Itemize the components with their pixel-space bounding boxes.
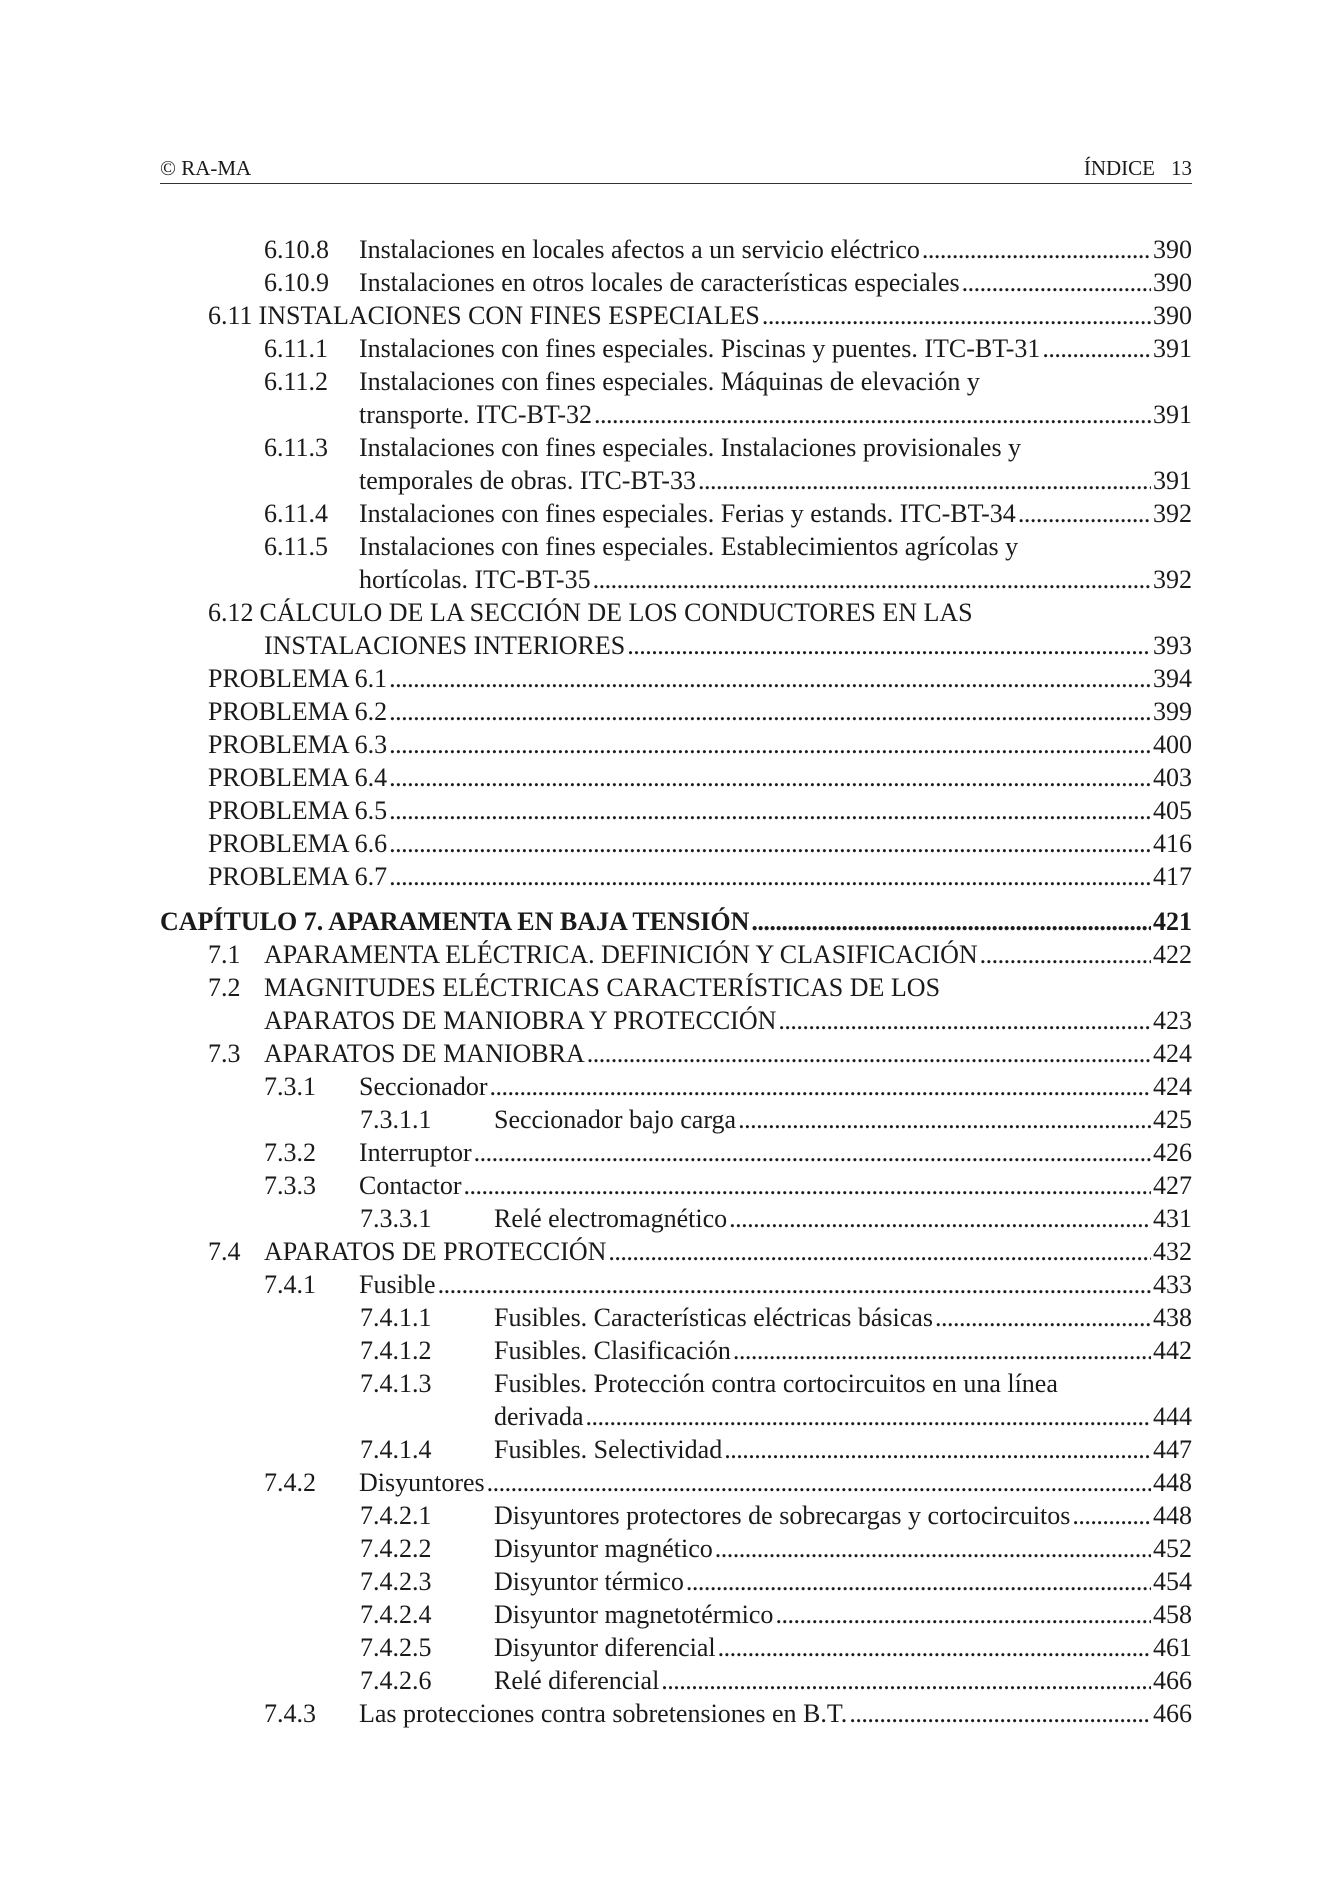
publisher-mark: © RA-MA — [160, 156, 252, 180]
entry-page-number: 466 — [1153, 1666, 1192, 1695]
entry-title: INSTALACIONES CON FINES ESPECIALES — [258, 301, 760, 330]
entry-number: 6.11.2 — [264, 367, 329, 396]
entry-page-number: 448 — [1153, 1501, 1192, 1530]
toc-entry[interactable] — [160, 761, 1192, 794]
entry-page-number: 431 — [1153, 1204, 1192, 1233]
dot-leader — [1072, 1499, 1151, 1532]
entry-number: 6.12 — [208, 598, 254, 627]
entry-title-line: Fusibles. Protección contra cortocircuitos en una línea — [494, 1369, 1058, 1398]
entry-page-number: 448 — [1153, 1468, 1192, 1497]
entry-title: Interruptor — [359, 1138, 472, 1167]
entry-page-number: 424 — [1153, 1072, 1192, 1101]
entry-title: Relé electromagnético — [494, 1204, 728, 1233]
entry-title: PROBLEMA 6.4 — [208, 763, 388, 792]
dot-leader — [594, 398, 1151, 431]
entry-number: 7.4.1.1 — [360, 1303, 432, 1332]
entry-number: 7.2 — [208, 973, 241, 1002]
entry-title: APARATOS DE MANIOBRA Y PROTECCIÓN — [264, 1006, 777, 1035]
entry-page-number: 432 — [1153, 1237, 1192, 1266]
toc-entry[interactable] — [160, 1235, 1192, 1268]
toc-entry[interactable] — [160, 1037, 1192, 1070]
header-section-label: ÍNDICE — [1083, 156, 1155, 180]
entry-title: Las protecciones contra sobretensiones en B.T. — [359, 1699, 848, 1728]
entry-page-number: 425 — [1153, 1105, 1192, 1134]
entry-page-number: 438 — [1153, 1303, 1192, 1332]
entry-title: APARAMENTA ELÉCTRICA. DEFINICIÓN Y CLASIFICACIÓN — [264, 940, 978, 969]
entry-page-number: 424 — [1153, 1039, 1192, 1068]
entry-number: 6.11 — [208, 301, 253, 330]
entry-title: Seccionador — [359, 1072, 488, 1101]
toc-entry[interactable] — [160, 365, 1192, 431]
toc-entry[interactable] — [160, 1532, 1192, 1565]
entry-page-number: 416 — [1153, 829, 1192, 858]
dot-leader — [608, 1235, 1151, 1268]
entry-title: Seccionador bajo carga — [494, 1105, 737, 1134]
entry-page-number: 400 — [1153, 730, 1192, 759]
entry-number: 7.3 — [208, 1039, 241, 1068]
entry-page-number: 390 — [1153, 268, 1192, 297]
entry-title: Instalaciones en locales afectos a un servicio eléctrico — [359, 235, 920, 264]
toc-entry[interactable] — [160, 1631, 1192, 1664]
entry-page-number: 452 — [1153, 1534, 1192, 1563]
dot-leader — [627, 629, 1151, 662]
dot-leader — [962, 266, 1151, 299]
entry-title: Disyuntor diferencial — [494, 1633, 716, 1662]
entry-title: Instalaciones en otros locales de características especiales — [359, 268, 960, 297]
entry-title: hortícolas. ITC-BT-35 — [359, 565, 591, 594]
dot-leader — [389, 827, 1151, 860]
toc-entry[interactable] — [160, 1202, 1192, 1235]
entry-number: 7.4 — [208, 1237, 241, 1266]
entry-number: 7.4.2.1 — [360, 1501, 432, 1530]
toc-entry[interactable] — [160, 1499, 1192, 1532]
entry-title-line: Instalaciones con fines especiales. Establecimientos agrícolas y — [359, 532, 1019, 561]
entry-number: 6.10.9 — [264, 268, 329, 297]
entry-page-number: 447 — [1153, 1435, 1192, 1464]
entry-title: PROBLEMA 6.3 — [208, 730, 388, 759]
toc-entry[interactable] — [160, 695, 1192, 728]
entry-number: 7.3.2 — [264, 1138, 316, 1167]
entry-title: Instalaciones con fines especiales. Piscinas y puentes. ITC-BT-31 — [359, 334, 1041, 363]
header-right — [1084, 153, 1192, 183]
entry-title: Fusibles. Selectividad — [494, 1435, 723, 1464]
page-number: 13 — [1171, 156, 1192, 180]
entry-page-number: 403 — [1153, 763, 1192, 792]
entry-title: PROBLEMA 6.1 — [208, 664, 388, 693]
entry-number: 7.4.2.2 — [360, 1534, 432, 1563]
toc-entry[interactable] — [160, 1070, 1192, 1103]
toc-entry[interactable] — [160, 1103, 1192, 1136]
entry-number: 7.4.1 — [264, 1270, 316, 1299]
toc-entry[interactable] — [160, 266, 1192, 299]
entry-title-line: CÁLCULO DE LA SECCIÓN DE LOS CONDUCTORES EN LAS — [259, 598, 973, 627]
entry-page-number: 444 — [1153, 1402, 1192, 1431]
toc-entry[interactable] — [160, 1367, 1192, 1433]
toc-entry[interactable] — [160, 530, 1192, 596]
entry-number: 7.4.2.3 — [360, 1567, 432, 1596]
dot-leader — [587, 1037, 1151, 1070]
entry-number: 7.4.1.3 — [360, 1369, 432, 1398]
entry-title-line: Instalaciones con fines especiales. Máquinas de elevación y — [359, 367, 980, 396]
toc-entry[interactable] — [160, 1664, 1192, 1697]
entry-page-number: 399 — [1153, 697, 1192, 726]
entry-number: 7.3.1.1 — [360, 1105, 432, 1134]
dot-leader — [729, 1202, 1151, 1235]
entry-number: 7.4.1.2 — [360, 1336, 432, 1365]
dot-leader — [762, 299, 1151, 332]
dot-leader — [751, 905, 1151, 938]
entry-title-line: MAGNITUDES ELÉCTRICAS CARACTERÍSTICAS DE LOS — [264, 973, 941, 1002]
dot-leader — [487, 1466, 1151, 1499]
entry-page-number: 392 — [1153, 499, 1192, 528]
dot-leader — [490, 1070, 1151, 1103]
toc-entry[interactable] — [160, 827, 1192, 860]
toc-entry[interactable] — [160, 1301, 1192, 1334]
entry-title: Disyuntor magnético — [494, 1534, 713, 1563]
entry-title: Fusibles. Características eléctricas básicas — [494, 1303, 933, 1332]
entry-number: 7.1 — [208, 940, 241, 969]
entry-page-number: 405 — [1153, 796, 1192, 825]
entry-title: Contactor — [359, 1171, 462, 1200]
toc-entry[interactable] — [160, 332, 1192, 365]
dot-leader — [438, 1268, 1151, 1301]
toc-entry[interactable] — [160, 1697, 1192, 1730]
entry-page-number: 433 — [1153, 1270, 1192, 1299]
entry-number: 7.4.2.5 — [360, 1633, 432, 1662]
entry-page-number: 423 — [1153, 1006, 1192, 1035]
dot-leader — [775, 1598, 1151, 1631]
entry-page-number: 461 — [1153, 1633, 1192, 1662]
dot-leader — [715, 1532, 1151, 1565]
entry-page-number: 393 — [1153, 631, 1192, 660]
entry-page-number: 391 — [1153, 466, 1192, 495]
toc-entry[interactable] — [160, 233, 1192, 266]
dot-leader — [1042, 332, 1151, 365]
entry-number: 7.4.2.6 — [360, 1666, 432, 1695]
dot-leader — [686, 1565, 1151, 1598]
entry-title: derivada — [494, 1402, 584, 1431]
dot-leader — [389, 761, 1151, 794]
dot-leader — [849, 1697, 1151, 1730]
entry-page-number: 394 — [1153, 664, 1192, 693]
entry-title: PROBLEMA 6.2 — [208, 697, 388, 726]
toc-entry[interactable] — [160, 1169, 1192, 1202]
dot-leader — [586, 1400, 1151, 1433]
entry-title: Disyuntores — [359, 1468, 485, 1497]
entry-page-number: 422 — [1153, 940, 1192, 969]
entry-title: transporte. ITC-BT-32 — [359, 400, 592, 429]
entry-title: temporales de obras. ITC-BT-33 — [359, 466, 696, 495]
toc-entry[interactable] — [160, 299, 1192, 332]
entry-number: 6.10.8 — [264, 235, 329, 264]
dot-leader — [718, 1631, 1151, 1664]
entry-title: PROBLEMA 6.5 — [208, 796, 388, 825]
dot-leader — [1018, 497, 1151, 530]
entry-number: 6.11.3 — [264, 433, 329, 462]
entry-number: 7.4.3 — [264, 1699, 316, 1728]
toc-entry[interactable] — [160, 431, 1192, 497]
dot-leader — [778, 1004, 1151, 1037]
toc-entry[interactable] — [160, 860, 1192, 893]
toc-entry[interactable] — [160, 905, 1192, 938]
dot-leader — [922, 233, 1151, 266]
entry-page-number: 466 — [1153, 1699, 1192, 1728]
entry-title: CAPÍTULO 7. APARAMENTA EN BAJA TENSIÓN — [160, 907, 750, 936]
dot-leader — [474, 1136, 1151, 1169]
entry-page-number: 454 — [1153, 1567, 1192, 1596]
dot-leader — [738, 1103, 1151, 1136]
dot-leader — [464, 1169, 1151, 1202]
toc-entry[interactable] — [160, 1433, 1192, 1466]
entry-page-number: 426 — [1153, 1138, 1192, 1167]
dot-leader — [661, 1664, 1151, 1697]
entry-title: APARATOS DE PROTECCIÓN — [264, 1237, 607, 1266]
entry-title: Fusible — [359, 1270, 436, 1299]
entry-number: 6.11.1 — [264, 334, 329, 363]
dot-leader — [389, 860, 1151, 893]
toc-entry[interactable] — [160, 1268, 1192, 1301]
toc-entry[interactable] — [160, 1565, 1192, 1598]
entry-title: Disyuntor térmico — [494, 1567, 684, 1596]
entry-page-number: 390 — [1153, 301, 1192, 330]
toc-entry[interactable] — [160, 596, 1192, 662]
entry-page-number: 391 — [1153, 400, 1192, 429]
toc-entry[interactable] — [160, 497, 1192, 530]
dot-leader — [935, 1301, 1151, 1334]
dot-leader — [733, 1334, 1151, 1367]
entry-number: 7.3.1 — [264, 1072, 316, 1101]
entry-page-number: 442 — [1153, 1336, 1192, 1365]
entry-number: 6.11.5 — [264, 532, 329, 561]
entry-number: 7.4.2.4 — [360, 1600, 432, 1629]
dot-leader — [698, 464, 1151, 497]
toc-entry[interactable] — [160, 794, 1192, 827]
toc-entry[interactable] — [160, 971, 1192, 1037]
entry-number: 7.3.3 — [264, 1171, 316, 1200]
toc-entry[interactable] — [160, 938, 1192, 971]
entry-page-number: 417 — [1153, 862, 1192, 891]
entry-title: PROBLEMA 6.6 — [208, 829, 388, 858]
entry-title: Instalaciones con fines especiales. Ferias y estands. ITC-BT-34 — [359, 499, 1016, 528]
entry-title: INSTALACIONES INTERIORES — [264, 631, 626, 660]
entry-page-number: 392 — [1153, 565, 1192, 594]
entry-page-number: 421 — [1153, 907, 1192, 936]
entry-number: 7.4.2 — [264, 1468, 316, 1497]
toc-entry[interactable] — [160, 728, 1192, 761]
entry-title: Disyuntor magnetotérmico — [494, 1600, 774, 1629]
entry-page-number: 458 — [1153, 1600, 1192, 1629]
entry-number: 7.4.1.4 — [360, 1435, 432, 1464]
entry-title-line: Instalaciones con fines especiales. Instalaciones provisionales y — [359, 433, 1022, 462]
dot-leader — [389, 794, 1151, 827]
dot-leader — [389, 695, 1151, 728]
toc-entry[interactable] — [160, 662, 1192, 695]
toc-entry[interactable] — [160, 1598, 1192, 1631]
entry-title: Fusibles. Clasificación — [494, 1336, 731, 1365]
entry-page-number: 427 — [1153, 1171, 1192, 1200]
entry-number: 7.3.3.1 — [360, 1204, 432, 1233]
table-of-contents — [160, 233, 1192, 1730]
toc-entry[interactable] — [160, 1136, 1192, 1169]
entry-title: PROBLEMA 6.7 — [208, 862, 388, 891]
entry-page-number: 390 — [1153, 235, 1192, 264]
running-header — [160, 153, 1192, 184]
dot-leader — [724, 1433, 1151, 1466]
dot-leader — [593, 563, 1151, 596]
entry-page-number: 391 — [1153, 334, 1192, 363]
dot-leader — [980, 938, 1151, 971]
dot-leader — [389, 728, 1151, 761]
entry-title: APARATOS DE MANIOBRA — [264, 1039, 585, 1068]
toc-entry[interactable] — [160, 1466, 1192, 1499]
entry-number: 6.11.4 — [264, 499, 329, 528]
dot-leader — [389, 662, 1151, 695]
toc-entry[interactable] — [160, 1334, 1192, 1367]
entry-title: Relé diferencial — [494, 1666, 660, 1695]
entry-title: Disyuntores protectores de sobrecargas y cortocircuitos — [494, 1501, 1071, 1530]
